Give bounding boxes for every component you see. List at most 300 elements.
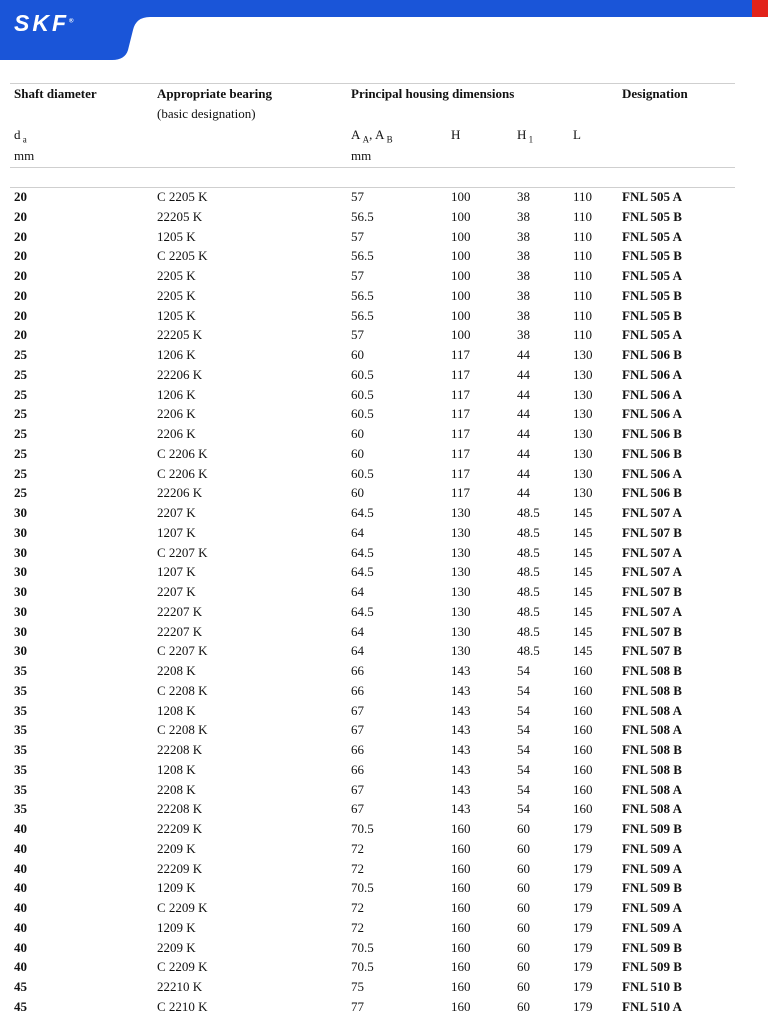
- cell-h-dimension: 117: [451, 426, 471, 441]
- table-row: [0, 563, 768, 583]
- cell-h1-dimension: 38: [517, 287, 530, 303]
- cell-h-dimension: 100: [451, 307, 471, 323]
- cell-l-dimension: 145: [573, 584, 593, 599]
- table-row: [0, 524, 768, 544]
- cell-h-dimension: 160: [451, 919, 471, 935]
- cell-h1-dimension: 48.5: [517, 584, 540, 599]
- cell-l-dimension: 130: [573, 386, 593, 402]
- table-row: [0, 958, 768, 978]
- cell-bearing: 1207 K: [157, 564, 196, 580]
- cell-h-dimension: 143: [451, 682, 471, 698]
- cell-designation: FNL 507 A: [622, 603, 682, 619]
- cell-designation: FNL 507 A: [622, 544, 682, 560]
- table-row: [0, 366, 768, 386]
- cell-a-dimension: 75: [351, 979, 364, 994]
- unit-shaft: mm: [14, 148, 35, 163]
- registered-mark: ®: [69, 18, 74, 25]
- cell-designation: FNL 509 A: [622, 840, 682, 856]
- cell-designation: FNL 505 B: [622, 248, 682, 264]
- cell-bearing: 22209 K: [157, 860, 203, 876]
- cell-bearing: 2205 K: [157, 268, 196, 283]
- cell-shaft-diameter: 40: [14, 840, 27, 856]
- cell-h1-dimension: 54: [517, 761, 530, 777]
- cell-h-dimension: 130: [451, 603, 471, 619]
- cell-shaft-diameter: 20: [14, 248, 27, 264]
- cell-l-dimension: 110: [573, 248, 593, 264]
- symbol-h1: H $_1$: [517, 127, 534, 145]
- cell-l-dimension: 145: [573, 544, 593, 560]
- col-header-bearing: Appropriate bearing: [157, 86, 272, 101]
- cell-a-dimension: 64: [351, 524, 364, 540]
- cell-h1-dimension: 60: [517, 959, 530, 975]
- cell-shaft-diameter: 30: [14, 623, 27, 639]
- cell-a-dimension: 67: [351, 781, 364, 797]
- table-row: [0, 386, 768, 406]
- cell-shaft-diameter: 45: [14, 979, 27, 994]
- cell-l-dimension: 179: [573, 900, 593, 915]
- cell-l-dimension: 179: [573, 979, 593, 994]
- cell-h1-dimension: 44: [517, 485, 530, 501]
- cell-designation: FNL 508 B: [622, 761, 682, 777]
- cell-a-dimension: 56.5: [351, 307, 374, 323]
- cell-h1-dimension: 38: [517, 189, 530, 204]
- cell-h-dimension: 117: [451, 347, 471, 362]
- cell-shaft-diameter: 25: [14, 386, 27, 402]
- cell-l-dimension: 179: [573, 939, 593, 955]
- cell-shaft-diameter: 20: [14, 307, 27, 323]
- cell-designation: FNL 505 B: [622, 307, 682, 323]
- cell-bearing: C 2209 K: [157, 959, 208, 975]
- cell-h-dimension: 160: [451, 939, 471, 955]
- cell-h-dimension: 160: [451, 840, 471, 856]
- table-row: [0, 583, 768, 603]
- cell-h-dimension: 130: [451, 564, 471, 580]
- cell-h1-dimension: 44: [517, 366, 530, 382]
- cell-shaft-diameter: 25: [14, 485, 27, 501]
- cell-a-dimension: 60.5: [351, 406, 374, 422]
- cell-h1-dimension: 54: [517, 742, 530, 757]
- cell-designation: FNL 509 B: [622, 880, 682, 896]
- cell-designation: FNL 508 A: [622, 781, 682, 797]
- cell-bearing: 22205 K: [157, 208, 203, 224]
- cell-shaft-diameter: 20: [14, 268, 27, 283]
- cell-shaft-diameter: 30: [14, 584, 27, 599]
- cell-shaft-diameter: 20: [14, 208, 27, 224]
- cell-h-dimension: 117: [451, 485, 471, 501]
- cell-a-dimension: 66: [351, 682, 364, 698]
- cell-l-dimension: 160: [573, 742, 593, 757]
- symbol-h: H: [451, 127, 461, 142]
- cell-shaft-diameter: 30: [14, 564, 27, 580]
- cell-shaft-diameter: 35: [14, 781, 27, 797]
- cell-shaft-diameter: 35: [14, 702, 27, 718]
- table-row: [0, 208, 768, 228]
- cell-shaft-diameter: 30: [14, 603, 27, 619]
- cell-a-dimension: 72: [351, 919, 364, 935]
- cell-h1-dimension: 38: [517, 268, 530, 283]
- cell-bearing: 1207 K: [157, 524, 196, 540]
- brand-bar-shape: [0, 0, 768, 60]
- cell-designation: FNL 506 A: [622, 406, 682, 422]
- cell-h-dimension: 143: [451, 702, 471, 718]
- cell-l-dimension: 160: [573, 761, 593, 777]
- cell-a-dimension: 70.5: [351, 939, 374, 955]
- table-row: [0, 820, 768, 840]
- table-row: [0, 326, 768, 346]
- cell-designation: FNL 507 A: [622, 505, 682, 520]
- cell-bearing: C 2208 K: [157, 722, 208, 738]
- cell-designation: FNL 505 A: [622, 327, 682, 343]
- cell-l-dimension: 179: [573, 821, 593, 836]
- table-row: [0, 405, 768, 425]
- cell-a-dimension: 72: [351, 900, 364, 915]
- cell-shaft-diameter: 35: [14, 742, 27, 757]
- table-row: [0, 267, 768, 287]
- cell-h-dimension: 143: [451, 781, 471, 797]
- cell-bearing: C 2206 K: [157, 465, 208, 481]
- cell-l-dimension: 179: [573, 860, 593, 876]
- cell-bearing: 2208 K: [157, 781, 196, 797]
- cell-shaft-diameter: 25: [14, 426, 27, 441]
- cell-h1-dimension: 38: [517, 248, 530, 264]
- cell-h-dimension: 117: [451, 445, 471, 461]
- cell-h1-dimension: 44: [517, 386, 530, 402]
- cell-a-dimension: 60.5: [351, 386, 374, 402]
- cell-shaft-diameter: 40: [14, 939, 27, 955]
- cell-shaft-diameter: 35: [14, 722, 27, 738]
- col-header-shaft: Shaft diameter: [14, 86, 97, 101]
- cell-h-dimension: 160: [451, 860, 471, 876]
- cell-l-dimension: 130: [573, 465, 593, 481]
- cell-shaft-diameter: 40: [14, 821, 27, 836]
- cell-designation: FNL 507 B: [622, 623, 682, 639]
- symbol-d-a: d $_a$: [14, 127, 27, 145]
- cell-bearing: 22208 K: [157, 801, 203, 817]
- cell-bearing: C 2209 K: [157, 900, 208, 915]
- cell-shaft-diameter: 25: [14, 406, 27, 422]
- cell-a-dimension: 64: [351, 623, 364, 639]
- cell-shaft-diameter: 40: [14, 860, 27, 876]
- cell-h-dimension: 130: [451, 584, 471, 599]
- table-row: [0, 504, 768, 524]
- table-row: [0, 978, 768, 998]
- table-row: [0, 860, 768, 880]
- cell-designation: FNL 506 A: [622, 366, 682, 382]
- cell-designation: FNL 505 B: [622, 208, 682, 224]
- cell-h1-dimension: 54: [517, 702, 530, 718]
- cell-h-dimension: 160: [451, 979, 471, 994]
- cell-h-dimension: 130: [451, 643, 471, 659]
- cell-a-dimension: 64.5: [351, 505, 374, 520]
- cell-l-dimension: 179: [573, 998, 593, 1014]
- cell-shaft-diameter: 40: [14, 880, 27, 896]
- cell-h1-dimension: 48.5: [517, 505, 540, 520]
- cell-h1-dimension: 44: [517, 347, 530, 362]
- cell-shaft-diameter: 40: [14, 900, 27, 915]
- cell-designation: FNL 508 B: [622, 742, 682, 757]
- table-row: [0, 287, 768, 307]
- cell-shaft-diameter: 20: [14, 327, 27, 343]
- cell-l-dimension: 145: [573, 564, 593, 580]
- table-row: [0, 603, 768, 623]
- table-row: [0, 840, 768, 860]
- cell-bearing: 2209 K: [157, 939, 196, 955]
- cell-bearing: 2205 K: [157, 287, 196, 303]
- cell-l-dimension: 179: [573, 840, 593, 856]
- cell-l-dimension: 130: [573, 485, 593, 501]
- cell-h1-dimension: 60: [517, 939, 530, 955]
- cell-shaft-diameter: 35: [14, 663, 27, 678]
- cell-designation: FNL 505 B: [622, 287, 682, 303]
- cell-l-dimension: 130: [573, 406, 593, 422]
- red-corner-mark: [752, 0, 768, 17]
- cell-bearing: 22206 K: [157, 485, 203, 501]
- table-row: [0, 642, 768, 662]
- table-row: [0, 346, 768, 366]
- cell-h-dimension: 143: [451, 761, 471, 777]
- cell-bearing: 2209 K: [157, 840, 196, 856]
- cell-a-dimension: 60: [351, 485, 364, 501]
- cell-bearing: 2206 K: [157, 406, 196, 422]
- cell-h1-dimension: 48.5: [517, 524, 540, 540]
- cell-a-dimension: 72: [351, 860, 364, 876]
- table-row: [0, 544, 768, 564]
- cell-h1-dimension: 44: [517, 406, 530, 422]
- cell-a-dimension: 64: [351, 584, 364, 599]
- cell-h-dimension: 100: [451, 248, 471, 264]
- cell-h-dimension: 117: [451, 465, 471, 481]
- cell-l-dimension: 160: [573, 663, 593, 678]
- cell-h-dimension: 100: [451, 208, 471, 224]
- cell-a-dimension: 64.5: [351, 603, 374, 619]
- cell-shaft-diameter: 20: [14, 228, 27, 244]
- cell-shaft-diameter: 35: [14, 761, 27, 777]
- cell-designation: FNL 506 B: [622, 485, 682, 501]
- table-row: [0, 741, 768, 761]
- cell-h1-dimension: 44: [517, 465, 530, 481]
- cell-designation: FNL 508 B: [622, 663, 682, 678]
- cell-l-dimension: 110: [573, 307, 593, 323]
- table-row: [0, 702, 768, 722]
- table-row: [0, 445, 768, 465]
- cell-h-dimension: 160: [451, 900, 471, 915]
- cell-l-dimension: 160: [573, 801, 593, 817]
- cell-a-dimension: 72: [351, 840, 364, 856]
- cell-l-dimension: 145: [573, 524, 593, 540]
- cell-bearing: 22205 K: [157, 327, 203, 343]
- cell-shaft-diameter: 40: [14, 919, 27, 935]
- table-row: [0, 919, 768, 939]
- cell-h1-dimension: 48.5: [517, 544, 540, 560]
- cell-h-dimension: 143: [451, 722, 471, 738]
- cell-bearing: 2206 K: [157, 426, 196, 441]
- table-row: [0, 939, 768, 959]
- cell-l-dimension: 179: [573, 880, 593, 896]
- cell-h-dimension: 100: [451, 327, 471, 343]
- cell-designation: FNL 508 A: [622, 722, 682, 738]
- cell-l-dimension: 130: [573, 347, 593, 362]
- cell-shaft-diameter: 35: [14, 801, 27, 817]
- table-row: [0, 781, 768, 801]
- cell-bearing: 1206 K: [157, 347, 196, 362]
- table-row: [0, 307, 768, 327]
- cell-designation: FNL 505 A: [622, 228, 682, 244]
- cell-designation: FNL 509 B: [622, 959, 682, 975]
- cell-designation: FNL 507 B: [622, 643, 682, 659]
- cell-l-dimension: 110: [573, 189, 593, 204]
- cell-bearing: 2208 K: [157, 663, 196, 678]
- table-row: [0, 662, 768, 682]
- cell-bearing: C 2207 K: [157, 643, 208, 659]
- cell-designation: FNL 510 A: [622, 998, 682, 1014]
- cell-bearing: C 2208 K: [157, 682, 208, 698]
- cell-designation: FNL 508 A: [622, 801, 682, 817]
- skf-logo: SKF®: [14, 10, 74, 36]
- cell-designation: FNL 509 A: [622, 860, 682, 876]
- cell-l-dimension: 160: [573, 722, 593, 738]
- cell-h1-dimension: 60: [517, 821, 530, 836]
- cell-bearing: C 2210 K: [157, 998, 208, 1014]
- cell-h-dimension: 160: [451, 821, 471, 836]
- cell-a-dimension: 60: [351, 445, 364, 461]
- cell-a-dimension: 67: [351, 722, 364, 738]
- cell-designation: FNL 508 B: [622, 682, 682, 698]
- col-header-designation: Designation: [622, 86, 688, 101]
- table-row: [0, 879, 768, 899]
- cell-a-dimension: 70.5: [351, 959, 374, 975]
- cell-designation: FNL 509 A: [622, 919, 682, 935]
- cell-a-dimension: 67: [351, 702, 364, 718]
- cell-h1-dimension: 38: [517, 208, 530, 224]
- cell-h-dimension: 143: [451, 742, 471, 757]
- cell-l-dimension: 160: [573, 781, 593, 797]
- cell-bearing: 1205 K: [157, 307, 196, 323]
- cell-h-dimension: 130: [451, 544, 471, 560]
- header-mid-rule: [10, 167, 735, 168]
- cell-bearing: C 2205 K: [157, 248, 208, 264]
- cell-bearing: 1209 K: [157, 919, 196, 935]
- cell-h1-dimension: 38: [517, 327, 530, 343]
- table-row: [0, 465, 768, 485]
- col-header-housing: Principal housing dimensions: [351, 86, 515, 101]
- cell-designation: FNL 509 A: [622, 900, 682, 915]
- cell-bearing: 2207 K: [157, 584, 196, 599]
- table-row: [0, 247, 768, 267]
- cell-bearing: 22207 K: [157, 603, 203, 619]
- cell-h1-dimension: 54: [517, 682, 530, 698]
- cell-h-dimension: 100: [451, 268, 471, 283]
- cell-designation: FNL 509 B: [622, 821, 682, 836]
- cell-h1-dimension: 48.5: [517, 564, 540, 580]
- cell-l-dimension: 110: [573, 228, 593, 244]
- cell-h1-dimension: 54: [517, 801, 530, 817]
- cell-h-dimension: 100: [451, 228, 471, 244]
- cell-shaft-diameter: 25: [14, 465, 27, 481]
- cell-designation: FNL 505 A: [622, 268, 682, 283]
- cell-h-dimension: 100: [451, 189, 471, 204]
- cell-h-dimension: 143: [451, 663, 471, 678]
- cell-designation: FNL 508 A: [622, 702, 682, 718]
- cell-designation: FNL 506 B: [622, 347, 682, 362]
- cell-h1-dimension: 60: [517, 998, 530, 1014]
- cell-shaft-diameter: 20: [14, 287, 27, 303]
- table-row: [0, 721, 768, 741]
- cell-shaft-diameter: 20: [14, 189, 27, 204]
- table-row: [0, 998, 768, 1018]
- cell-h-dimension: 117: [451, 386, 471, 402]
- cell-bearing: 1209 K: [157, 880, 196, 896]
- cell-l-dimension: 160: [573, 702, 593, 718]
- cell-bearing: 22210 K: [157, 979, 203, 994]
- cell-l-dimension: 160: [573, 682, 593, 698]
- cell-h1-dimension: 38: [517, 228, 530, 244]
- cell-h-dimension: 160: [451, 998, 471, 1014]
- cell-a-dimension: 66: [351, 663, 364, 678]
- cell-h1-dimension: 54: [517, 663, 530, 678]
- cell-h1-dimension: 60: [517, 979, 530, 994]
- cell-shaft-diameter: 40: [14, 959, 27, 975]
- cell-h-dimension: 160: [451, 880, 471, 896]
- cell-bearing: 1208 K: [157, 702, 196, 718]
- cell-designation: FNL 507 B: [622, 584, 682, 599]
- cell-bearing: C 2207 K: [157, 544, 208, 560]
- cell-bearing: 1208 K: [157, 761, 196, 777]
- cell-h1-dimension: 60: [517, 900, 530, 915]
- cell-h1-dimension: 44: [517, 445, 530, 461]
- cell-h-dimension: 143: [451, 801, 471, 817]
- cell-h-dimension: 100: [451, 287, 471, 303]
- cell-bearing: C 2205 K: [157, 189, 208, 204]
- cell-a-dimension: 64.5: [351, 544, 374, 560]
- cell-l-dimension: 110: [573, 268, 593, 283]
- cell-h1-dimension: 60: [517, 860, 530, 876]
- cell-a-dimension: 64: [351, 643, 364, 659]
- cell-shaft-diameter: 30: [14, 505, 27, 520]
- cell-a-dimension: 70.5: [351, 880, 374, 896]
- cell-l-dimension: 145: [573, 505, 593, 520]
- cell-designation: FNL 507 A: [622, 564, 682, 580]
- cell-h-dimension: 130: [451, 505, 471, 520]
- table-row: [0, 623, 768, 643]
- table-row: [0, 800, 768, 820]
- cell-a-dimension: 56.5: [351, 287, 374, 303]
- cell-a-dimension: 64.5: [351, 564, 374, 580]
- cell-a-dimension: 70.5: [351, 821, 374, 836]
- cell-bearing: 22207 K: [157, 623, 203, 639]
- table-row: [0, 761, 768, 781]
- cell-shaft-diameter: 25: [14, 366, 27, 382]
- cell-l-dimension: 145: [573, 603, 593, 619]
- cell-l-dimension: 110: [573, 327, 593, 343]
- cell-bearing: 1206 K: [157, 386, 196, 402]
- cell-h1-dimension: 54: [517, 722, 530, 738]
- cell-a-dimension: 56.5: [351, 208, 374, 224]
- cell-bearing: 2207 K: [157, 505, 196, 520]
- header-top-rule: [10, 83, 735, 84]
- cell-designation: FNL 506 B: [622, 445, 682, 461]
- brand-header-bar: [0, 0, 768, 60]
- table-row: [0, 425, 768, 445]
- symbol-l: L: [573, 127, 581, 142]
- cell-h1-dimension: 48.5: [517, 623, 540, 639]
- cell-designation: FNL 506 A: [622, 386, 682, 402]
- cell-bearing: C 2206 K: [157, 445, 208, 461]
- cell-a-dimension: 66: [351, 761, 364, 777]
- cell-l-dimension: 110: [573, 208, 593, 224]
- cell-designation: FNL 506 A: [622, 465, 682, 481]
- cell-l-dimension: 145: [573, 623, 593, 639]
- table-row: [0, 228, 768, 248]
